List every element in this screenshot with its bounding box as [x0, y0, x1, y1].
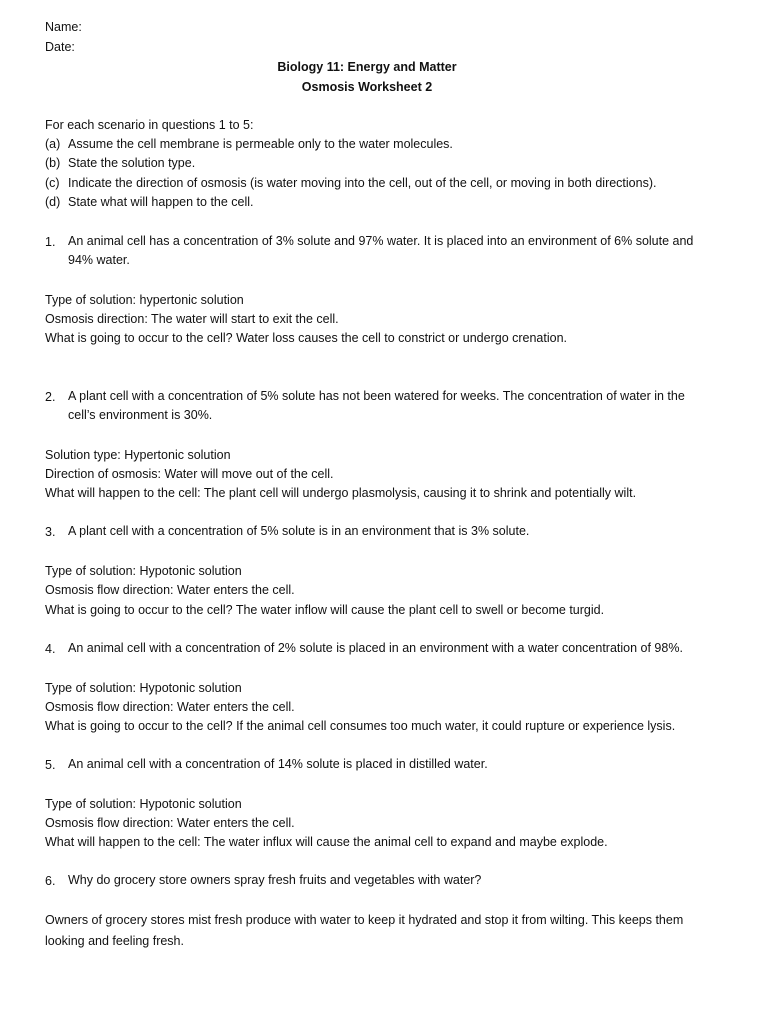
instruction-text: Indicate the direction of osmosis (is water moving into the cell, out of the cell, or moving in both directions). — [68, 176, 657, 190]
answer-solution-type: Type of solution: hypertonic solution — [45, 293, 244, 307]
worksheet-subtitle: Osmosis Worksheet 2 — [301, 80, 433, 94]
instruction-label: (a) — [45, 137, 61, 151]
question-text: An animal cell with a concentration of 2% solute is placed in an environment with a water concentration of 98%. — [68, 641, 683, 655]
instruction-item — [45, 175, 656, 191]
answer-solution-type: Type of solution: Hypotonic solution — [45, 681, 242, 695]
question-number: 3. — [45, 525, 56, 539]
answer-osmosis-direction: Osmosis direction: The water will start to exit the cell. — [45, 312, 339, 326]
answer-cell-outcome: What is going to occur to the cell? If the animal cell consumes too much water, it could rupture or experience lysis. — [45, 719, 676, 733]
question-number: 2. — [45, 390, 56, 404]
instruction-text: State the solution type. — [68, 156, 196, 170]
question-text: An animal cell has a concentration of 3% solute and 97% water. It is placed into an environment of 6% solute and 94% water. — [68, 234, 694, 267]
instruction-text: State what will happen to the cell. — [68, 195, 254, 209]
question-number: 5. — [45, 758, 56, 772]
instruction-item — [45, 136, 453, 152]
instruction-label: (b) — [45, 156, 61, 170]
answer-cell-outcome: What is going to occur to the cell? Water loss causes the cell to constrict or undergo crenation. — [45, 331, 568, 345]
question-text: A plant cell with a concentration of 5% solute has not been watered for weeks. The concentration of water in the cell’s environment is 30%. — [68, 389, 685, 422]
question-number: 1. — [45, 235, 56, 249]
question-number: 6. — [45, 874, 56, 888]
answer-osmosis-direction: Osmosis flow direction: Water enters the cell. — [45, 816, 295, 830]
instruction-text: Assume the cell membrane is permeable only to the water molecules. — [68, 137, 453, 151]
instruction-item — [45, 194, 254, 210]
date-label: Date: — [45, 40, 75, 54]
question-text: Why do grocery store owners spray fresh fruits and vegetables with water? — [68, 873, 482, 887]
answer-solution-type: Type of solution: Hypotonic solution — [45, 797, 242, 811]
question-text: An animal cell with a concentration of 14% solute is placed in distilled water. — [68, 757, 488, 771]
instruction-label: (c) — [45, 176, 60, 190]
answer-osmosis-direction: Direction of osmosis: Water will move out of the cell. — [45, 467, 334, 481]
question-number: 4. — [45, 642, 56, 656]
name-label: Name: — [45, 20, 82, 34]
answer-cell-outcome: What will happen to the cell: The plant cell will undergo plasmolysis, causing it to shrink and potentially wilt. — [45, 486, 637, 500]
instructions-intro: For each scenario in questions 1 to 5: — [45, 118, 254, 132]
answer-solution-type: Type of solution: Hypotonic solution — [45, 564, 242, 578]
answer-osmosis-direction: Osmosis flow direction: Water enters the cell. — [45, 700, 295, 714]
answer-osmosis-direction: Osmosis flow direction: Water enters the cell. — [45, 583, 295, 597]
question-text: A plant cell with a concentration of 5% solute is in an environment that is 3% solute. — [68, 524, 530, 538]
worksheet-title: Biology 11: Energy and Matter — [277, 60, 457, 74]
instruction-item — [45, 155, 195, 171]
answer-cell-outcome: What will happen to the cell: The water influx will cause the animal cell to expand and maybe explode. — [45, 835, 608, 849]
answer-cell-outcome: What is going to occur to the cell? The water inflow will cause the plant cell to swell or become turgid. — [45, 603, 605, 617]
instruction-label: (d) — [45, 195, 61, 209]
answer-solution-type: Solution type: Hypertonic solution — [45, 448, 231, 462]
answer-paragraph: Owners of grocery stores mist fresh produce with water to keep it hydrated and stop it from wilting. This keeps them looking and feeling fresh. — [45, 913, 684, 948]
